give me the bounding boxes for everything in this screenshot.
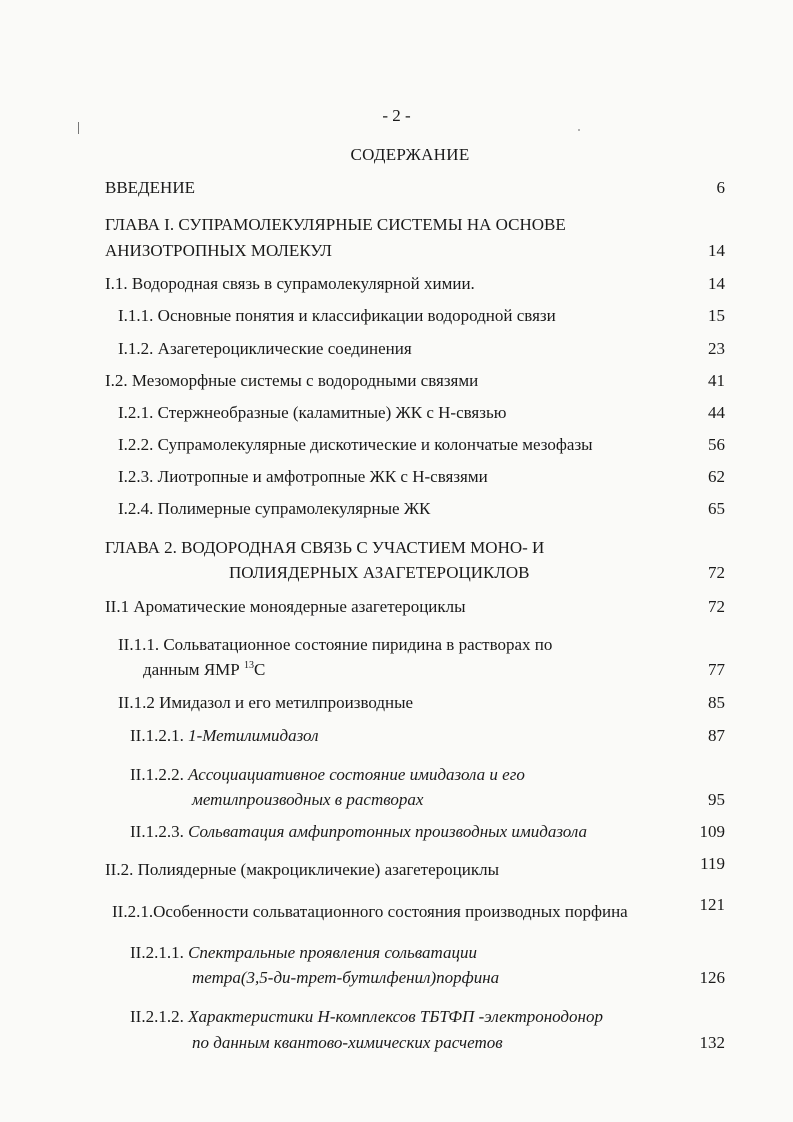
toc-s2-2-1-page: 121 — [699, 895, 725, 914]
toc-s1-1-label: I.1. Водородная связь в супрамолекулярной химии. — [105, 274, 475, 293]
toc-s2-1-2-1-page: 87 — [708, 726, 725, 745]
toc-s2-2-1-1-page: 126 — [699, 968, 725, 987]
toc-ch1-line1: ГЛАВА I. СУПРАМОЛЕКУЛЯРНЫЕ СИСТЕМЫ НА ОСНОВЕ — [105, 215, 566, 234]
toc-s1-2-2-page: 56 — [708, 435, 725, 454]
scan-dot — [578, 129, 580, 131]
toc-s1-2-label: I.2. Мезоморфные системы с водородными связями — [105, 371, 479, 390]
toc-s2-2-label: II.2. Полиядерные (макроцикличекие) азагетероциклы — [105, 860, 500, 879]
toc-s1-2-3-label: I.2.3. Лиотропные и амфотропные ЖК с Н-связями — [118, 467, 488, 486]
toc-s2-2-1-label: II.2.1.Особенности сольватационного состояния производных порфина — [112, 902, 628, 921]
toc-s2-2-1-2-num: II.2.1.2. — [130, 1007, 189, 1026]
toc-s2-1-2-2-line1 — [130, 765, 525, 785]
toc-s2-2-page: 119 — [700, 854, 725, 873]
page-number: - 2 - — [382, 106, 411, 125]
toc-s2-1-2-3-title: Сольватация амфипротонных производных имидазола — [188, 822, 587, 841]
toc-s2-1-2-3-num: II.1.2.3. — [130, 822, 189, 841]
toc-s2-1-2-1 — [130, 726, 319, 746]
toc-s1-1-page: 14 — [708, 274, 725, 293]
toc-s2-1-1-page: 77 — [708, 660, 725, 679]
toc-s2-2-1-1-title2: тетра(3,5-ди-трет-бутилфенил)порфина — [192, 968, 500, 987]
toc-s1-2-1-page: 44 — [708, 403, 725, 422]
toc-s2-1-2-page: 85 — [708, 693, 725, 712]
toc-s1-2-4-label: I.2.4. Полимерные супрамолекулярные ЖК — [118, 499, 431, 518]
toc-s1-2-1-label: I.2.1. Стержнеобразные (каламитные) ЖК с Н-связью — [118, 403, 507, 422]
toc-s2-1-1-line1: II.1.1. Сольватационное состояние пиридина в растворах по — [118, 635, 553, 654]
toc-s2-1-1-line2-post: С — [253, 660, 266, 679]
toc-s2-1-2-1-title: 1-Метилимидазол — [188, 726, 319, 745]
toc-s2-1-1-line2 — [143, 660, 265, 680]
toc-ch1-line2: АНИЗОТРОПНЫХ МОЛЕКУЛ — [105, 241, 332, 260]
toc-ch2-page: 72 — [708, 563, 725, 582]
toc-s2-1-label: II.1 Ароматические моноядерные азагетероциклы — [105, 597, 466, 616]
toc-s2-1-2-3-page: 109 — [699, 822, 725, 841]
toc-s2-2-1-2-line1 — [130, 1007, 603, 1027]
toc-intro-page: 6 — [716, 178, 725, 197]
toc-s2-1-2-2-title1: Ассоциациативное состояние имидазола и его — [188, 765, 525, 784]
toc-s2-2-1-1-num: II.2.1.1. — [130, 943, 189, 962]
toc-s2-1-2-2-page: 95 — [708, 790, 725, 809]
toc-s1-1-1-page: 15 — [708, 306, 725, 325]
toc-ch2-line2: ПОЛИЯДЕРНЫХ АЗАГЕТЕРОЦИКЛОВ — [229, 563, 530, 582]
toc-s2-1-2-3 — [130, 822, 587, 842]
toc-ch2-line1: ГЛАВА 2. ВОДОРОДНАЯ СВЯЗЬ С УЧАСТИЕМ МОНО- И — [105, 538, 545, 557]
toc-s2-1-2-label: II.1.2 Имидазол и его метилпроизводные — [118, 693, 414, 712]
toc-s1-2-page: 41 — [708, 371, 725, 390]
toc-ch1-page: 14 — [708, 241, 725, 260]
toc-s1-2-2-label: I.2.2. Супрамолекулярные дискотические и колончатые мезофазы — [118, 435, 593, 454]
toc-s2-1-2-2-num: II.1.2.2. — [130, 765, 189, 784]
toc-s2-1-page: 72 — [708, 597, 725, 616]
toc-s1-2-4-page: 65 — [708, 499, 725, 518]
toc-s2-1-1-sup: 13 — [243, 660, 254, 671]
toc-s2-2-1-1-line1 — [130, 943, 477, 963]
toc-s2-2-1-2-title2: по данным квантово-химических расчетов — [192, 1033, 503, 1052]
toc-s2-2-1-2-title1: Характеристики Н-комплексов ТБТФП -электронодонор — [188, 1007, 603, 1026]
toc-s2-2-1-2-page: 132 — [699, 1033, 725, 1052]
toc-s1-2-3-page: 62 — [708, 467, 725, 486]
toc-s2-1-2-1-num: II.1.2.1. — [130, 726, 189, 745]
toc-s2-1-2-2-title2: метилпроизводных в растворах — [192, 790, 424, 809]
toc-intro-label: ВВЕДЕНИЕ — [105, 178, 195, 197]
toc-s1-1-2-page: 23 — [708, 339, 725, 358]
page-title: СОДЕРЖАНИЕ — [350, 145, 470, 164]
toc-s1-1-1-label: I.1.1. Основные понятия и классификации водородной связи — [118, 306, 556, 325]
toc-s2-2-1-1-title1: Спектральные проявления сольватации — [188, 943, 477, 962]
toc-s2-1-1-line2-pre: данным ЯМР — [143, 660, 244, 679]
toc-s1-1-2-label: I.1.2. Азагетероциклические соединения — [118, 339, 412, 358]
